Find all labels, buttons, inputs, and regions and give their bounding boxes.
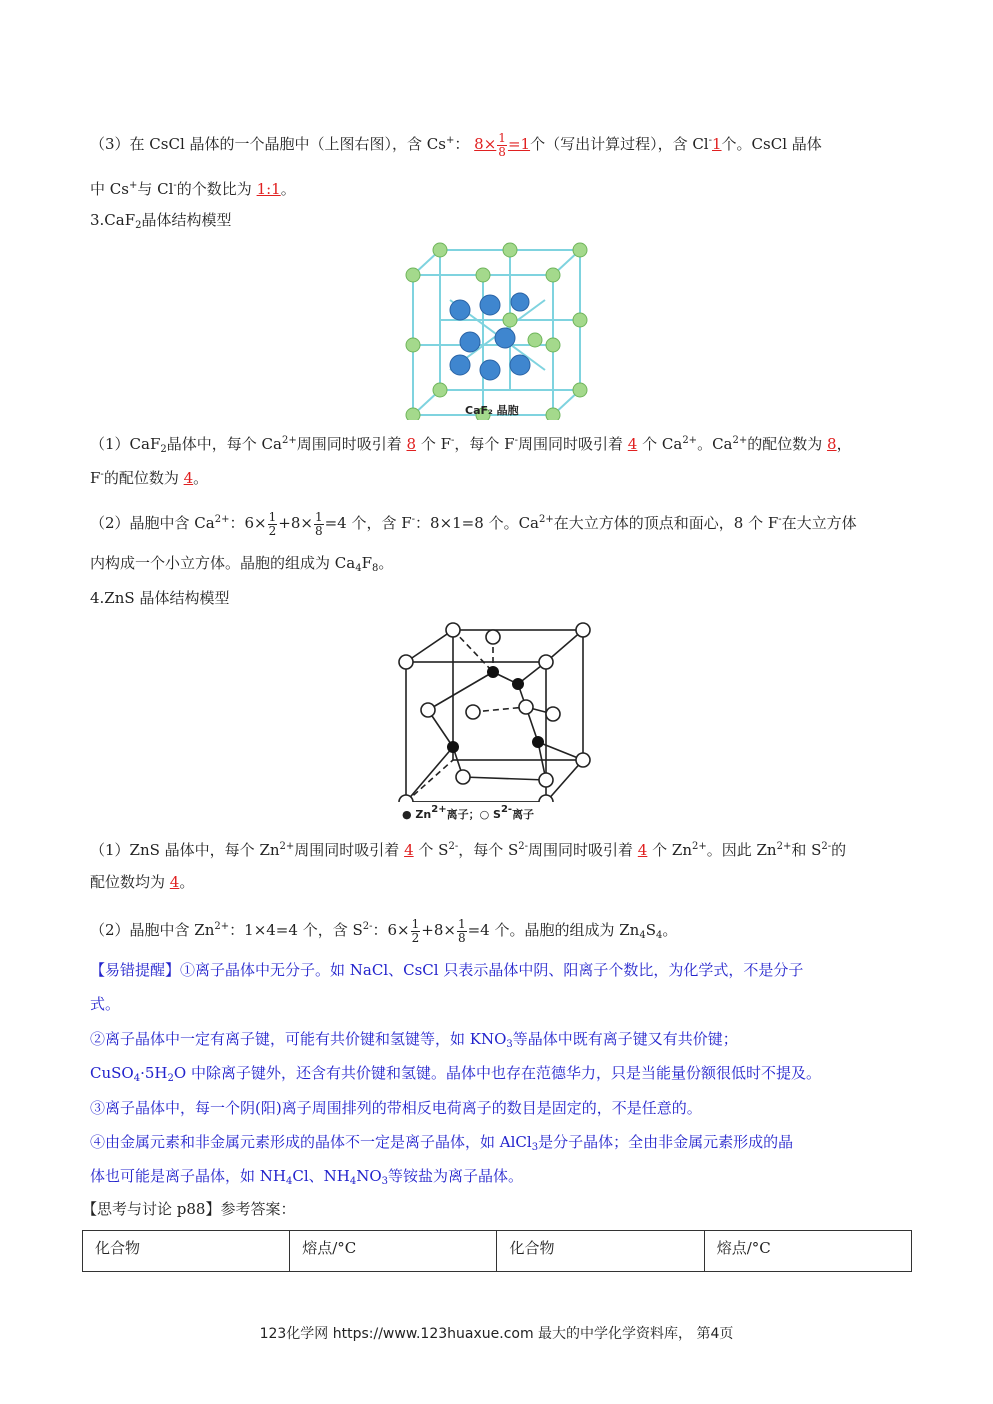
text: 周围同时吸引着 [528,841,634,859]
fraction [457,918,467,945]
answer: 4 [637,841,648,859]
charge: - [173,180,177,191]
sub: 4 [133,1073,141,1084]
text: 晶体结构模型 [141,211,232,229]
den: 8 [314,523,323,538]
caf2-unit-cell-figure [395,240,595,420]
text: ：6× [372,921,410,939]
charge: 2+ [279,841,295,852]
text: 个 S [418,841,449,859]
charge: - [514,435,518,446]
num: 1 [411,916,420,931]
charge: - [100,469,104,480]
text: ④由金属元素和非金属元素形成的晶体不一定是离子晶体，如 AlCl [90,1133,532,1151]
num: 1 [268,509,277,524]
tip-line-1: 【易错提醒】①离子晶体中无分子。如 NaCl、CsCl 只表示晶体中阴、阳离子个数比，为化学式，不是分子 [90,961,804,979]
text: 的配位数为 [747,435,823,453]
text: ● Zn [402,808,432,821]
den: 2 [411,930,420,945]
cscl-p3-line1 [90,131,822,159]
charge: 2+ [431,804,447,815]
text: 个。CsCl 晶体 [721,135,822,153]
text: =1 [507,135,531,153]
text: F [361,554,372,572]
ratio-answer: 1:1 [256,180,281,198]
text: （1）CaF [90,435,161,453]
num: 1 [457,916,466,931]
charge: 2+ [214,921,230,932]
text: 配位数均为 [90,873,166,891]
caf2-heading [90,210,232,236]
sub: 2 [135,220,142,231]
text: 离子；○ S [446,808,501,821]
sub: 2 [160,444,167,455]
caf2-p1-line1 [90,431,852,460]
charge: 2+ [539,514,554,525]
zns-p1-line2 [90,872,194,892]
text: 等铵盐为离子晶体。 [388,1167,524,1185]
charge: 2+ [691,841,707,852]
text: Cl、NH [292,1167,350,1185]
text: =4 个，含 F [324,514,412,532]
fraction [268,511,278,538]
zns-p1-line1 [90,837,846,860]
text: 个 F [420,435,452,453]
melting-point-table [82,1230,912,1272]
num: 1 [314,509,323,524]
text: （2）晶胞中含 Ca [90,514,215,532]
text: ·5H [140,1064,168,1082]
text: 。 [662,921,678,939]
text: F [90,469,101,487]
charge: - [778,514,782,525]
text: NO [356,1167,382,1185]
text: ：1×4=4 个，含 S [229,921,363,939]
text: 在大立方体 [781,514,857,532]
tip-line-2: 式。 [90,995,121,1013]
den: 2 [268,523,277,538]
text: 个（写出计算过程），含 Cl [530,135,709,153]
tip-line-4 [90,1063,821,1089]
answer: 8 [406,435,417,453]
answer: 4 [627,435,638,453]
text: 体也可能是离子晶体，如 NH [90,1167,286,1185]
sub: 4 [285,1176,293,1187]
charge: 2+ [732,435,748,446]
text: 。 [378,554,394,572]
charge: 2- [500,804,513,815]
text: 内构成一个小立方体。晶胞的组成为 Ca [90,554,356,572]
caf2-p2-line1 [90,510,857,538]
text: 。 [193,469,209,487]
text: +8× [278,514,313,532]
discussion-title: 【思考与讨论 p88】参考答案： [82,1200,296,1218]
text: 离子 [512,808,535,821]
sub: 3 [381,1176,389,1187]
tip-line-3 [90,1029,738,1055]
charge: - [411,514,416,525]
cscl-p3-line2 [90,176,296,199]
fraction [411,918,421,945]
caf2-figure-caption: CaF₂ 晶胞 [465,404,519,417]
charge: 2- [821,841,832,852]
table-header-cell: 熔点/°C [290,1231,497,1272]
zns-heading: 4.ZnS 晶体结构模型 [90,589,230,607]
tip-line-5: ③离子晶体中，每一个阴(阳)离子周围排列的带相反电荷离子的数目是固定的，不是任意的。 [90,1099,702,1117]
text: ：8×1=8 个。Ca [415,514,539,532]
text: 的个数比为 [176,180,252,198]
text: ： [454,135,470,153]
page-footer: 123化学网 https://www.123huaxue.com 最大的中学化学资料库， 第4页 [259,1326,734,1342]
num: 1 [498,130,506,145]
answer: 4 [183,469,194,487]
caf2-p2-line2 [90,553,393,579]
text: ， [836,435,852,453]
text: 周围同时吸引着 [294,841,400,859]
sub: 8 [372,563,379,574]
zns-figure-legend [402,804,534,822]
tip-line-6 [90,1132,793,1158]
text: （2）晶胞中含 Zn [90,921,215,939]
text: 3.CaF [90,211,136,229]
charge: 2+ [281,435,297,446]
table-header-row [83,1231,912,1272]
text: +8× [421,921,456,939]
text: 和 S [791,841,822,859]
caf2-p1-line2 [90,465,208,488]
text: 周围同时吸引着 [296,435,402,453]
answer: 4 [169,873,180,891]
text: 中 Cs [90,180,129,198]
sub: 4 [355,563,362,574]
text: =4 个。晶胞的组成为 Zn [467,921,640,939]
sub: 3 [531,1142,539,1153]
text: ，每个 S [458,841,519,859]
text: 在大立方体的顶点和面心，8 个 F [553,514,779,532]
table-header-cell: 化合物 [497,1231,704,1272]
text: （1）ZnS 晶体中，每个 Zn [90,841,280,859]
text: 的 [831,841,847,859]
text: （3）在 CsCl 晶体的一个晶胞中（上图右图），含 Cs [90,135,446,153]
text: O 中除离子键外，还含有共价键和氢键。晶体中也存在范德华力，只是当能量份额很低时不提及。 [173,1064,821,1082]
text: ②离子晶体中一定有离子键，可能有共价键和氢键等，如 KNO [90,1030,507,1048]
sub: 4 [639,930,646,941]
sub: 4 [349,1176,357,1187]
text: 是分子晶体；全由非金属元素形成的晶 [538,1133,794,1151]
den: 8 [457,930,466,945]
sub: 2 [167,1073,174,1084]
charge: 2- [518,841,528,852]
text: ，每个 F [454,435,515,453]
answer: 8 [827,435,837,453]
zns-p2-line [90,917,677,946]
charge: + [445,135,455,146]
text: 的配位数为 [103,469,179,487]
den: 8 [498,144,506,159]
text: 等晶体中既有离子键又有共价键； [512,1030,738,1048]
table-header-cell: 化合物 [83,1231,290,1272]
answer: 4 [404,841,414,859]
text: 晶体中，每个 Ca [166,435,282,453]
charge: - [708,135,712,146]
fraction [497,132,507,159]
text: S [645,921,656,939]
text: 个 Zn [652,841,692,859]
cs-count-answer [474,130,531,159]
table-header-cell: 熔点/°C [704,1231,911,1272]
text: 。 [280,180,296,198]
charge: 2- [362,921,373,932]
cl-count-answer: 1 [712,135,722,153]
charge: 2+ [214,514,230,525]
charge: - [451,435,455,446]
text: 周围同时吸引着 [517,435,623,453]
charge: 2- [448,841,459,852]
text: 。因此 Zn [706,841,777,859]
text: ：6× [229,514,267,532]
tip-line-7 [90,1166,523,1192]
text: 。 [179,873,195,891]
charge: + [128,180,138,191]
sub: 4 [655,930,663,941]
text: 8× [474,135,497,153]
charge: 2+ [682,435,698,446]
sub: 3 [506,1039,513,1050]
text: 个 Ca [642,435,683,453]
text: CuSO [90,1064,134,1082]
text: 与 Cl [137,180,174,198]
zns-unit-cell-figure [398,622,598,802]
fraction [314,511,324,538]
text: 。Ca [697,435,733,453]
charge: 2+ [776,841,792,852]
